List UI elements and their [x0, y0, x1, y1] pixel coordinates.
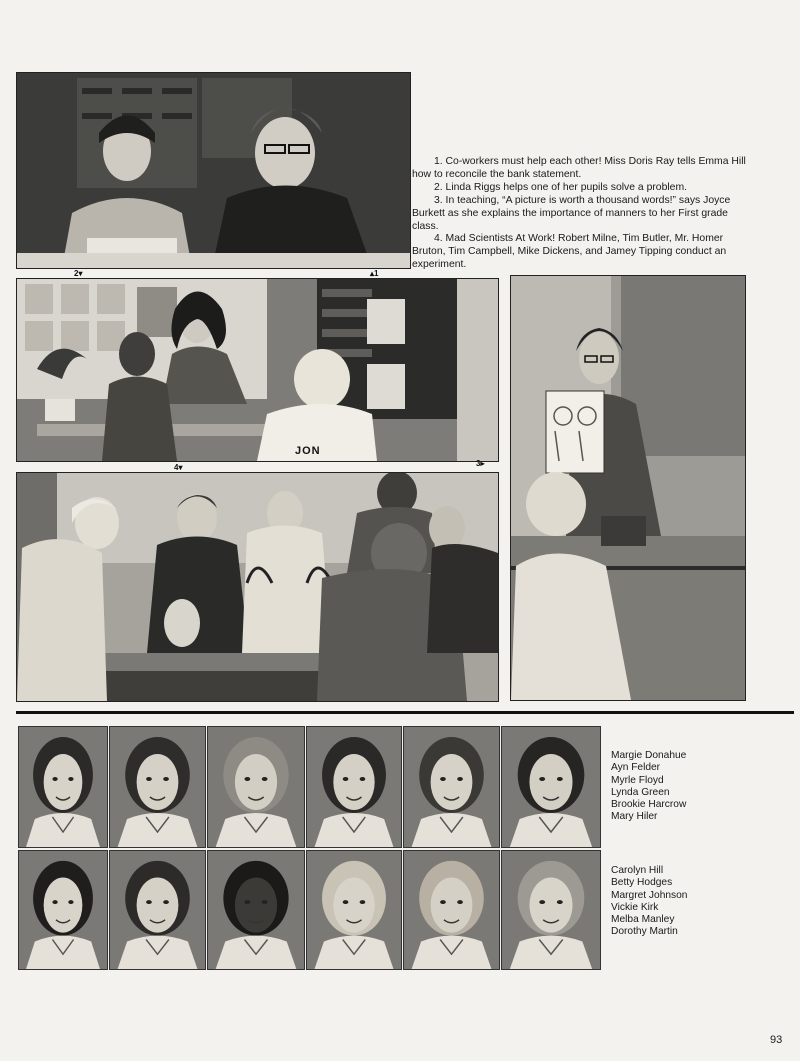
- photo-marker-4: 4▾: [174, 463, 183, 472]
- staff-name: Betty Hodges: [611, 877, 673, 889]
- staff-portrait: [306, 850, 402, 970]
- staff-portrait: [501, 726, 601, 848]
- photo-marker-3: 3▸: [476, 459, 485, 468]
- photo-coworkers-bank-statement: [16, 72, 411, 269]
- staff-portrait: [109, 726, 206, 848]
- caption-4: 4. Mad Scientists At Work! Robert Milne, Tim Butler, Mr. Homer Bruton, Tim Campbell, Mike Dickens, and Jamey Tipping conduct an experiment.: [412, 233, 727, 271]
- staff-names-row-1: [611, 750, 731, 824]
- staff-name: Ayn Felder: [611, 762, 661, 774]
- staff-name: Carolyn Hill: [611, 865, 664, 876]
- staff-portrait: [403, 850, 500, 970]
- shirt-lettering: JON: [295, 445, 321, 457]
- photo-teacher-shows-picture: [510, 275, 746, 701]
- photo-marker-2: 2▾: [74, 269, 83, 278]
- section-divider: [16, 711, 794, 714]
- photo-teacher-helps-pupil: [16, 278, 499, 462]
- caption-2: 2. Linda Riggs helps one of her pupils solve a problem.: [434, 181, 687, 193]
- staff-name: Margie Donahue: [611, 750, 687, 761]
- photo-captions: [412, 156, 747, 272]
- staff-name: Margret Johnson: [611, 889, 688, 901]
- staff-name: Brookie Harcrow: [611, 799, 687, 811]
- staff-portrait: [18, 850, 108, 970]
- staff-name: Dorothy Martin: [611, 926, 678, 938]
- staff-names-row-2: [611, 865, 731, 939]
- staff-portrait: [109, 850, 206, 970]
- staff-portrait: [207, 850, 305, 970]
- photo-marker-1: ▴1: [370, 269, 379, 278]
- staff-portrait: [207, 726, 305, 848]
- photo-mad-scientists-experiment: [16, 472, 499, 702]
- staff-portrait: [501, 850, 601, 970]
- page-number: 93: [770, 1034, 783, 1046]
- staff-name: Mary Hiler: [611, 811, 658, 823]
- caption-1: 1. Co-workers must help each other! Miss Doris Ray tells Emma Hill how to reconcile the bank statement.: [412, 156, 746, 180]
- caption-3: 3. In teaching, “A picture is worth a thousand words!” says Joyce Burkett as she explains the importance of manners to her First grade class.: [412, 194, 731, 232]
- staff-portrait: [403, 726, 500, 848]
- staff-name: Myrle Floyd: [611, 774, 664, 786]
- staff-name: Vickie Kirk: [611, 901, 659, 913]
- staff-name: Melba Manley: [611, 914, 675, 926]
- staff-portrait: [306, 726, 402, 848]
- staff-portrait: [18, 726, 108, 848]
- staff-name: Lynda Green: [611, 786, 670, 798]
